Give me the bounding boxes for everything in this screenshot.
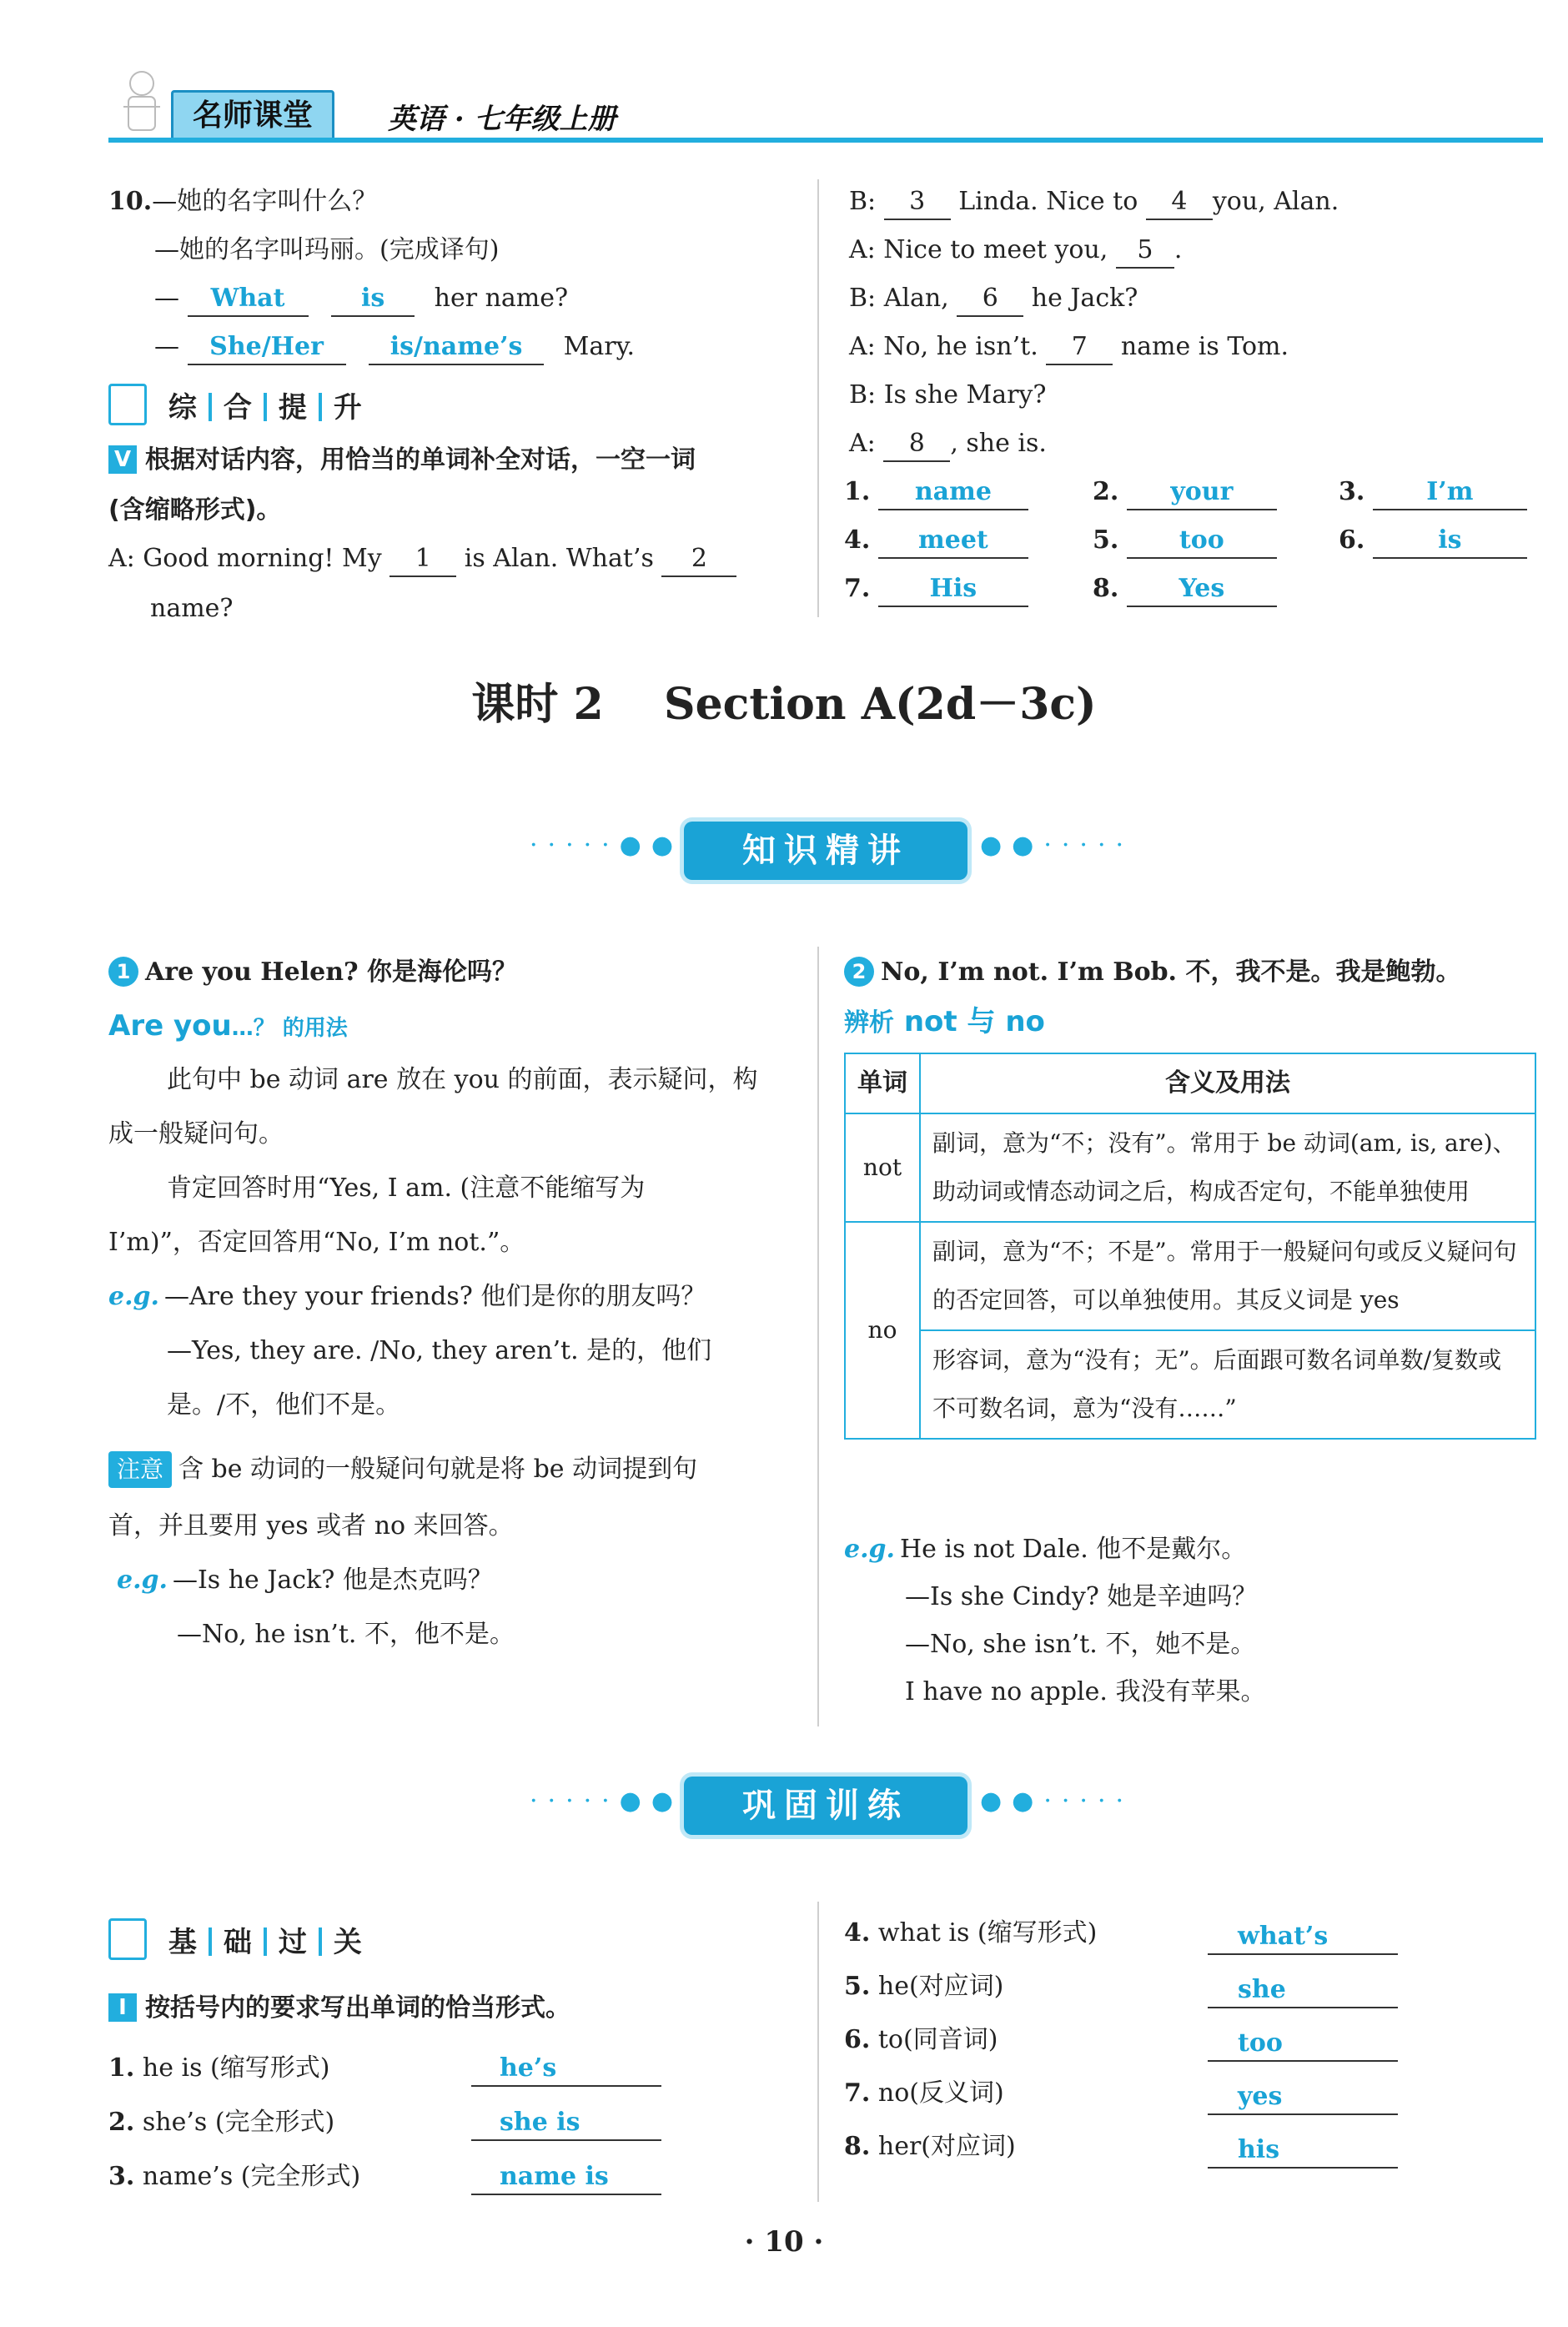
task1-answer: too — [1208, 2027, 1398, 2062]
note-label: 注意 — [108, 1451, 172, 1488]
table-cell: no — [845, 1222, 920, 1439]
task1-item: 4. what is (缩写形式) — [844, 1918, 1098, 1948]
point1-eg2-l2: —No, he isn’t. 不，他不是。 — [177, 1620, 515, 1649]
table-cell: not — [845, 1113, 920, 1222]
point2-eg-l3: —No, she isn’t. 不，她不是。 — [905, 1630, 1256, 1659]
answer-item: 4. meet — [844, 524, 1028, 559]
header-subject: 英语 · 七年级上册 — [388, 103, 616, 136]
q10-prompt-q: 10.—她的名字叫什么？ — [108, 187, 378, 216]
answer-item: 1. name — [844, 475, 1028, 510]
table-cell: 形容词，意为“没有；无”。后面跟可数名词单数/复数或不可数名词，意为“没有……” — [920, 1330, 1535, 1439]
answer-item: 7. His — [844, 572, 1028, 607]
task1-item: 5. he(对应词) — [844, 1972, 1004, 2001]
q10-line2: — She/Her is/name’s Mary. — [154, 330, 635, 365]
point1-usage-heading: Are you…？ 的用法 — [108, 1009, 348, 1043]
task1-answer: yes — [1208, 2080, 1398, 2115]
answer-blank: is — [331, 282, 415, 317]
answer-blank: is/name’s — [369, 330, 544, 365]
column-divider-top — [817, 179, 819, 617]
point2-title: 2 No, I’m not. I’m Bob. 不，我不是。我是鲍勃。 — [844, 956, 1460, 989]
task1-item: 3. name’s (完全形式) — [108, 2162, 361, 2191]
q10-line1: — What is her name? — [154, 282, 568, 317]
table-header: 单词 — [845, 1053, 920, 1113]
task1-item: 1. he is (缩写形式) — [108, 2053, 330, 2083]
banner-practice: 巩固训练 — [684, 1777, 967, 1835]
answer-item: 2. your — [1093, 475, 1277, 510]
point1-note-cont: 首，并且要用 yes 或者 no 来回答。 — [108, 1511, 514, 1540]
section-heading-jichu: 基 础 过 关 — [108, 1918, 362, 1960]
table-row — [845, 1113, 1535, 1222]
task1-answer: name is — [471, 2160, 661, 2195]
task1-instruction: I 按括号内的要求写出单词的恰当形式。 — [108, 1992, 570, 2025]
point2-eg-l1: e.g. He is not Dale. 他不是戴尔。 — [844, 1535, 1247, 1564]
task1-answer: his — [1208, 2134, 1398, 2169]
table-row — [845, 1222, 1535, 1330]
point1-para1-cont: 成一般疑问句。 — [108, 1119, 284, 1148]
dialog-b1: B: 3 Linda. Nice to 4 you, Alan. — [849, 185, 1339, 220]
task-badge-v: V — [108, 445, 137, 474]
dialog-a1-tail: name? — [150, 594, 234, 623]
point1-para2-cont: I’m)”，否定回答用“No, I’m not.”。 — [108, 1228, 525, 1257]
answer-item: 6. is — [1339, 524, 1527, 559]
banner-dots-right: ●●····· — [980, 831, 1134, 860]
point1-eg1-l3: 是。/不，他们不是。 — [167, 1390, 401, 1420]
task5-instruction: V 根据对话内容，用恰当的单词补全对话，一空一词 — [108, 444, 696, 477]
dialog-a4: A: 8 , she is. — [849, 427, 1047, 462]
point2-heading: 辨析 not 与 no — [844, 1005, 1045, 1038]
task1-answer: what’s — [1208, 1920, 1398, 1955]
column-divider-bottom — [817, 1902, 819, 2202]
point1-para1: 此句中 be 动词 are 放在 you 的前面，表示疑问，构 — [167, 1065, 758, 1094]
table-cell: 副词，意为“不；没有”。常用于 be 动词(am, is, are)、助动词或情态动词之后，构成否定句，不能单独使用 — [920, 1113, 1535, 1222]
answer-blank: She/Her — [188, 330, 346, 365]
point1-eg1-l2: —Yes, they are. /No, they aren’t. 是的，他们 — [167, 1336, 712, 1365]
not-no-table — [844, 1053, 1536, 1440]
dialog-a2: A: Nice to meet you, 5 . — [849, 234, 1182, 269]
dialog-b3: B: Is she Mary? — [849, 380, 1047, 410]
header-rule — [108, 138, 1543, 143]
point1-title: 1 Are you Helen? 你是海伦吗？ — [108, 956, 517, 989]
task1-answer: she is — [471, 2106, 661, 2141]
section-heading-zonghe: 综 合 提 升 — [108, 384, 362, 425]
mascot-icon — [117, 65, 167, 140]
task5-instruction-2: (含缩略形式)。 — [108, 495, 282, 525]
point1-note: 注意 含 be 动词的一般疑问句就是将 be 动词提到句 — [108, 1451, 697, 1488]
dialog-a1: A: Good morning! My 1 is Alan. What’s 2 — [108, 542, 736, 577]
dialog-b2: B: Alan, 6 he Jack? — [849, 282, 1138, 317]
banner-dots-left: ·····●● — [530, 1787, 684, 1816]
banner-knowledge: 知识精讲 — [684, 822, 967, 880]
point1-eg1-l1: e.g. —Are they your friends? 他们是你的朋友吗？ — [108, 1282, 706, 1311]
point1-eg2-l1: e.g. —Is he Jack? 他是杰克吗？ — [117, 1566, 493, 1595]
table-cell: 副词，意为“不；不是”。常用于一般疑问句或反义疑问句的否定回答，可以单独使用。其反义词是 yes — [920, 1222, 1535, 1330]
notepad-icon — [108, 1918, 147, 1960]
answer-item: 5. too — [1093, 524, 1277, 559]
banner-dots-right: ●●····· — [980, 1787, 1134, 1816]
task1-item: 8. her(对应词) — [844, 2132, 1016, 2161]
lesson-title: 课时 2 Section A(2d－3c) — [471, 679, 1097, 730]
point1-para2: 肯定回答时用“Yes, I am. (注意不能缩写为 — [167, 1174, 646, 1203]
point2-eg-l2: —Is she Cindy? 她是辛迪吗？ — [905, 1582, 1258, 1611]
point2-eg-l4: I have no apple. 我没有苹果。 — [905, 1677, 1266, 1706]
header-logo: 名师课堂 — [171, 90, 334, 142]
task1-answer: she — [1208, 1973, 1398, 2008]
answer-blank: What — [188, 282, 309, 317]
banner-dots-left: ·····●● — [530, 831, 684, 860]
task-badge-i: I — [108, 1993, 137, 2022]
table-header: 含义及用法 — [920, 1053, 1535, 1113]
page-number: · 10 · — [744, 2225, 824, 2259]
answer-item: 8. Yes — [1093, 572, 1277, 607]
table-row — [845, 1330, 1535, 1439]
task1-item: 6. to(同音词) — [844, 2025, 998, 2054]
answer-item: 3. I’m — [1339, 475, 1527, 510]
q10-prompt-a: —她的名字叫玛丽。(完成译句) — [154, 235, 500, 264]
notepad-icon — [108, 384, 147, 425]
column-divider-middle — [817, 947, 819, 1726]
dialog-a3: A: No, he isn’t. 7 name is Tom. — [849, 330, 1289, 365]
task1-item: 2. she’s (完全形式) — [108, 2108, 335, 2137]
task1-item: 7. no(反义词) — [844, 2078, 1004, 2108]
task1-answer: he’s — [471, 2052, 661, 2087]
